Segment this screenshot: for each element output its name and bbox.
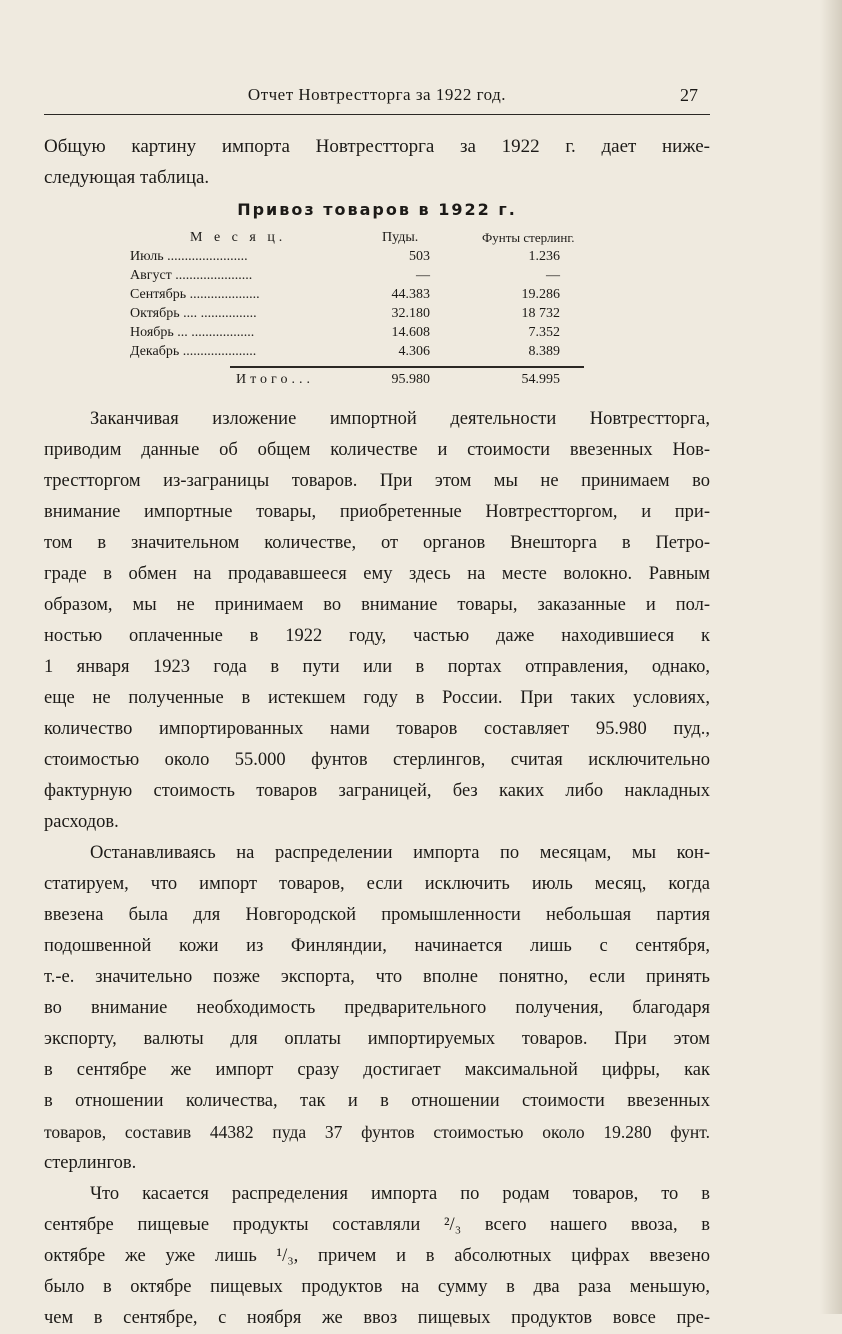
text-line: образом, мы не принимаем во внимание товары, заказанные и пол- <box>44 595 710 615</box>
total-pounds: 54.995 <box>521 372 560 387</box>
table-total-rule <box>230 366 584 368</box>
row-pounds: 7.352 <box>528 325 560 340</box>
row-poods: 503 <box>409 249 430 264</box>
text-line: граде в обмен на продававшееся ему здесь на месте волокно. Равным <box>44 564 710 584</box>
total-label: Итого... <box>236 372 314 387</box>
text-line: Останавливаясь на распределении импорта по месяцам, мы кон- <box>90 843 710 863</box>
row-poods: — <box>416 268 430 283</box>
text-line: трестторгом из-заграницы товаров. При этом мы не принимаем во <box>44 471 710 491</box>
text-line: Общую картину импорта Новтрестторга за 1922 г. дает ниже- <box>44 136 710 157</box>
total-poods: 95.980 <box>391 372 430 387</box>
table-row <box>0 268 842 287</box>
text-line: чем в сентябре, с ноября же ввоз пищевых продуктов вовсе пре- <box>44 1308 710 1328</box>
text-line: том в значительном количестве, от органов Внешторга в Петро- <box>44 533 710 553</box>
text-line: статируем, что импорт товаров, если исключить июль месяц, когда <box>44 874 710 894</box>
table-row <box>0 325 842 344</box>
text-line: стерлингов. <box>44 1153 137 1173</box>
page-edge-shadow <box>820 0 842 1314</box>
row-poods: 4.306 <box>398 344 430 359</box>
table-row <box>0 287 842 306</box>
paragraph-goods-types <box>44 1179 710 1334</box>
text-line: было в октябре пищевых продуктов на сумму в два раза меньшую, <box>44 1277 710 1297</box>
text-line: т.-е. значительно позже экспорта, что вполне понятно, если принять <box>44 967 710 987</box>
text-line: стоимостью около 55.000 фунтов стерлингов, считая исключительно <box>44 750 710 770</box>
text-line: приводим данные об общем количестве и стоимости ввезенных Нов- <box>44 440 710 460</box>
text-line: 1 января 1923 года в пути или в портах отправления, однако, <box>44 657 710 677</box>
row-pounds: — <box>546 268 560 283</box>
text-line: внимание импортные товары, приобретенные Новтрестторгом, и при- <box>44 502 710 522</box>
running-header <box>44 85 710 111</box>
row-month: Декабрь ..................... <box>130 344 257 359</box>
column-header-month: М е с я ц. <box>190 230 287 245</box>
header-rule <box>44 114 710 115</box>
intro-paragraph <box>44 131 710 193</box>
text-line: во внимание необходимость предварительного получения, благодаря <box>44 998 710 1018</box>
text-line: в сентябре же импорт сразу достигает максимальной цифры, как <box>44 1060 710 1080</box>
table-row <box>0 344 842 363</box>
row-month: Август ...................... <box>130 268 253 283</box>
text-line: Заканчивая изложение импортной деятельности Новтрестторга, <box>90 409 710 429</box>
running-header-title: Отчет Новтрестторга за 1922 год. <box>247 85 507 104</box>
table-title: Привоз товаров в 1922 г. <box>237 200 517 219</box>
row-poods: 44.383 <box>391 287 430 302</box>
row-month: Ноябрь ... .................. <box>130 325 255 340</box>
text-line: Что касается распределения импорта по родам товаров, то в <box>90 1184 710 1204</box>
text-line: количество импортированных нами товаров составляет 95.980 пуд., <box>44 719 710 739</box>
text-line: в отношении количества, так и в отношении стоимости ввезенных <box>44 1091 710 1111</box>
paragraph-import-totals <box>44 404 710 838</box>
paragraph-monthly-distribution <box>44 838 710 1179</box>
row-poods: 14.608 <box>391 325 430 340</box>
table-total-row <box>0 372 842 392</box>
page-number: 27 <box>680 85 698 105</box>
row-month: Сентябрь .................... <box>130 287 260 302</box>
row-pounds: 8.389 <box>528 344 560 359</box>
table-row <box>0 306 842 325</box>
row-poods: 32.180 <box>391 306 430 321</box>
text-line: октябре же уже лишь ¹/₃, причем и в абсолютных цифрах ввезено <box>44 1246 710 1266</box>
text-line: подошвенной кожи из Финляндии, начинается лишь с сентября, <box>44 936 710 956</box>
column-header-pounds: Фунты стерлинг. <box>482 230 575 245</box>
row-pounds: 19.286 <box>521 287 560 302</box>
row-pounds: 1.236 <box>528 249 560 264</box>
text-line: следующая таблица. <box>44 167 210 188</box>
text-line: еще не полученные в истекшем году в России. При таких условиях, <box>44 688 710 708</box>
text-line: фактурную стоимость товаров заграницей, без каких либо накладных <box>44 781 710 801</box>
text-line: ностью оплаченные в 1922 году, частью даже находившиеся к <box>44 626 710 646</box>
table-row <box>0 249 842 268</box>
row-pounds: 18 732 <box>521 306 560 321</box>
row-month: Октябрь .... ................ <box>130 306 257 321</box>
row-month: Июль ....................... <box>130 249 248 264</box>
text-line: экспорту, валюты для оплаты импортируемых товаров. При этом <box>44 1029 710 1049</box>
text-line: расходов. <box>44 812 119 832</box>
text-line: сентябре пищевые продукты составляли ²/₃ всего нашего ввоза, в <box>44 1215 710 1235</box>
column-header-poods: Пуды. <box>382 230 419 245</box>
text-line: ввезена была для Новгородской промышленности небольшая партия <box>44 905 710 925</box>
text-line: товаров, составив 44382 пуда 37 фунтов стоимостью около 19.280 фунт. <box>44 1122 710 1142</box>
